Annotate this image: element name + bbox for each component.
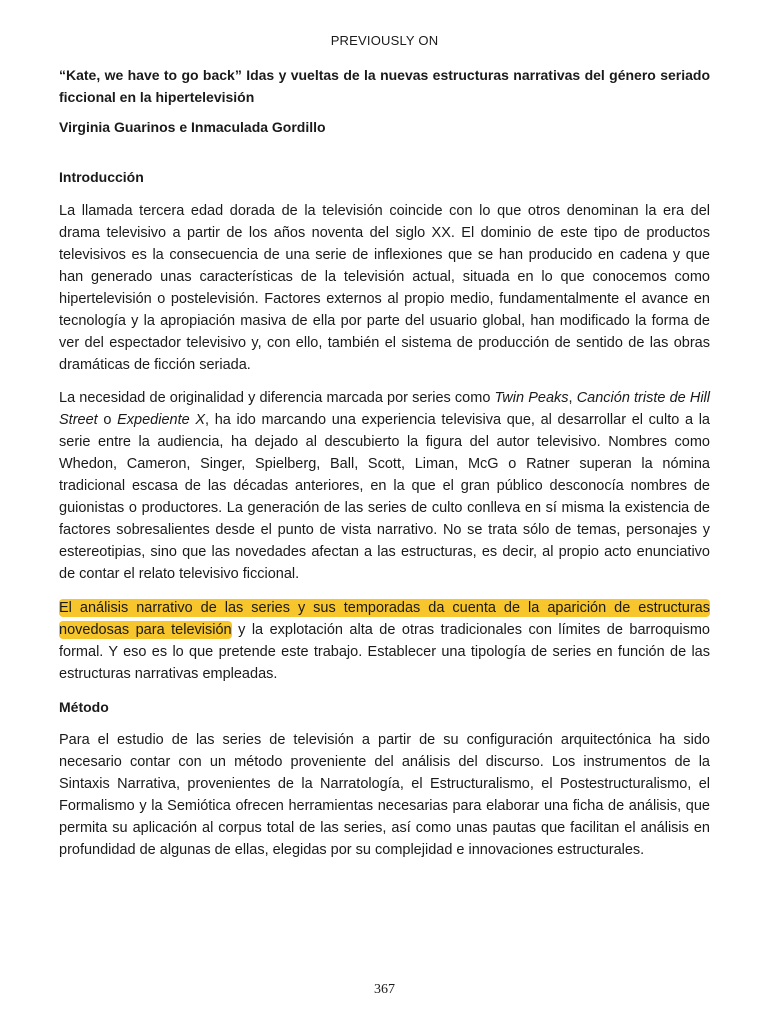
intro-p2-text-3: o	[97, 412, 118, 428]
intro-paragraph-1: La llamada tercera edad dorada de la televisión coincide con lo que otros denominan la era del drama televisivo a partir de los años noventa del siglo XX. El dominio de este tipo de productos televisivos es la consecuencia de una serie de inflexiones que se han producido en cadena y que han generado unas características de la televisión actual, situada en lo que conocemos como hipertelevisión o postelevisión. Factores externos al propio medio, fundamentalmente el avance en tecnología y la apropiación masiva de ella por parte del usuario global, han modificado la forma de ver del espectador televisivo y, con ello, también el sistema de producción de sentido de las obras dramáticas de ficción seriada.	[59, 203, 710, 373]
method-paragraph-1: Para el estudio de las series de televisión a partir de su configuración arquitectónica ha sido necesario contar con un método proveniente del análisis del discurso. Los instrumentos de la Sintaxis Narrativa, provenientes de la Narratología, el Estructuralismo, el Postestructuralismo, el Formalismo y la Semiótica ofrecen herramientas necesarias para elaborar una ficha de análisis, que permita su aplicación al corpus total de las series, así como unas pautas que facilitan el análisis en profundidad de algunas de ellas, elegidas por su complejidad e innovaciones estructurales.	[59, 732, 710, 858]
intro-p2-series-hill-street: Canción triste de Hill Street	[59, 390, 710, 428]
document-page	[59, 0, 710, 1024]
highlighted-passage[interactable]: El análisis narrativo de las series y sus temporadas da cuenta de la aparición de estructuras novedosas para televisión	[59, 600, 710, 638]
intro-p2-text-1: La necesidad de originalidad y diferencia marcada por series como	[59, 390, 495, 406]
intro-paragraph-2	[59, 387, 710, 585]
intro-p2-text-2: ,	[568, 390, 577, 406]
section-heading-metodo: Método	[59, 699, 109, 715]
intro-p3-rest: y la explotación alta de otras tradicionales con límites de barroquismo formal. Y eso es lo que pretende este trabajo. Establecer una tipología de series en función de las estructuras narrativas empleadas.	[59, 622, 710, 682]
article-title: “Kate, we have to go back” Idas y vueltas de la nuevas estructuras narrativas del género seriado ficcional en la hipertelevisión	[59, 67, 710, 105]
intro-p2-series-expediente-x: Expediente X	[117, 412, 206, 428]
section-heading-introduccion: Introducción	[59, 169, 144, 185]
intro-paragraph-3	[59, 597, 710, 685]
intro-p2-text-4: , ha ido marcando una experiencia televisiva que, al desarrollar el culto a la serie entre la audiencia, ha dejado al descubierto la figura del autor televisivo. Nombres como Whedon, Cameron, Singer, Spielberg, Ball, Scott, Liman, McG o Ratner superan la nómina tradicional escasa de las décadas anteriores, en la que el gran público desconocía nombres de guionistas o productores. La generación de las series de culto conlleva en sí misma la existencia de factores sobresalientes desde el punto de vista narrativo. No se trata sólo de temas, personajes y estereotipias, sino que las novedades afectan a las estructuras, es decir, al propio acto enunciativo de contar el relato televisivo ficcional.	[59, 412, 710, 582]
article-authors: Virginia Guarinos e Inmaculada Gordillo	[59, 119, 326, 135]
intro-p2-series-twin-peaks: Twin Peaks	[494, 390, 569, 406]
running-header: PREVIOUSLY ON	[330, 33, 439, 48]
page-number: 367	[374, 982, 395, 997]
